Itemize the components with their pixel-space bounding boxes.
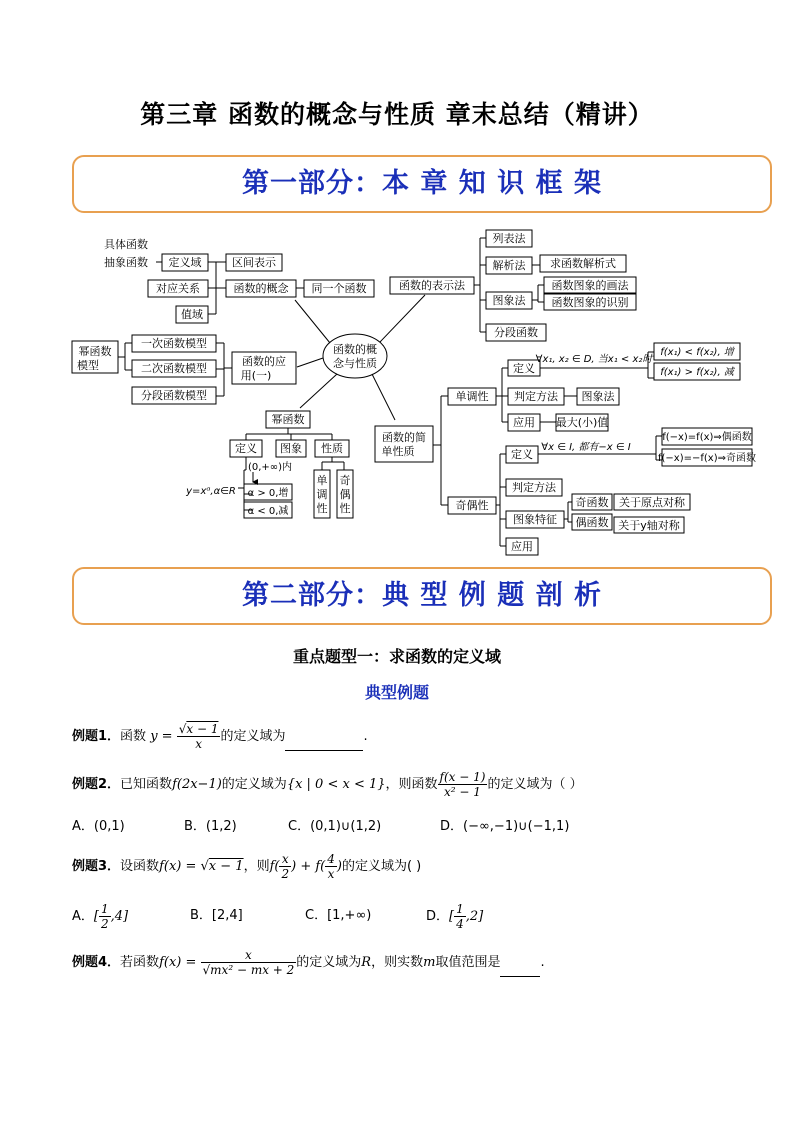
part2-banner: 第二部分：典 型 例 题 剖 析 (72, 567, 772, 625)
example-1-label: 例题1． (72, 729, 121, 744)
max-min-label: 最大(小)值 (555, 416, 609, 429)
ex2-option-d[interactable]: D．(−∞,−1)∪(−1,1) (440, 819, 570, 834)
pf-props-label: 性质 (321, 442, 343, 455)
example-4-fraction: $\frac{x}{\text{√mx² − mx + 2}}$ (202, 948, 295, 977)
ex3-option-a-value: [ (93, 909, 99, 924)
analytic-method: 解析法 (492, 259, 526, 272)
ex3-option-d-value: [ (449, 909, 455, 924)
quad-model-label: 二次函数模型 (141, 362, 207, 375)
pf-inc: α > 0,增 (247, 488, 289, 499)
ex3-option-a-end: ,4] (110, 909, 129, 924)
example-3-plus: ) + f( (291, 859, 326, 874)
parity-even: f(−x)=f(x)⇒偶函数 (662, 432, 752, 443)
example-3-frac2: $\frac{4}{x}$ (327, 852, 335, 881)
example-2-label: 例题2． (72, 777, 121, 792)
page-title: 第三章 函数的概念与性质 章末总结（精讲） (140, 100, 654, 129)
example-2-mid: 的定义域为 (221, 777, 287, 792)
concrete-function: 具体函数 (104, 238, 148, 251)
even-sym-label: 关于y轴对称 (618, 519, 680, 532)
example-3 (72, 852, 421, 881)
example-4-post3: 取值范围是 (435, 955, 501, 970)
link-properties (372, 374, 395, 420)
ex3-option-d-frac: $\frac{1}{4}$ (456, 902, 464, 931)
example-3-f1: f( (269, 859, 280, 874)
graph-method-2: 图象法 (581, 390, 615, 403)
example-2-f: f(2x−1) (172, 777, 222, 792)
example-4-post2: ，则实数 (371, 955, 424, 970)
parity-def-label: 定义 (511, 448, 533, 461)
pf-parity-3: 性 (339, 502, 351, 515)
ex3-option-c[interactable]: C．[1,+∞) (305, 908, 372, 923)
power-model-line2: 模型 (77, 359, 99, 372)
pf-parity-1: 奇 (339, 474, 351, 487)
example-1-fraction: $\frac{√x - 1}{x}$ (178, 722, 219, 751)
pf-mono-3: 性 (316, 502, 328, 515)
concept-label: 函数的概念 (233, 282, 289, 295)
example-3-post: 的定义域为( ) (341, 859, 422, 874)
mono-inc: f(x₁) < f(x₂), 增 (660, 347, 734, 358)
part1-banner: 第一部分：本 章 知 识 框 架 (72, 155, 772, 213)
abstract-function: 抽象函数 (104, 256, 148, 269)
example-4-label: 例题4． (72, 955, 121, 970)
example-2-mid2: ，则函数 (385, 777, 438, 792)
odd-fn-label: 奇函数 (575, 496, 609, 509)
parity-graph-label: 图象特征 (513, 513, 557, 526)
parity-def-formula: ∀x ∈ I, 都有−x ∈ I (541, 442, 631, 453)
link-representation (380, 295, 425, 342)
pf-graph-label: 图象 (280, 442, 302, 455)
pf-parity-2: 偶 (339, 488, 351, 501)
examples-title: 典型例题 (364, 683, 429, 702)
ex3-option-a-frac: $\frac{1}{2}$ (100, 902, 109, 931)
example-1-pre: 函数 (120, 729, 147, 744)
find-expression: 求函数解析式 (550, 257, 616, 270)
example-2-set: {x | 0 < x < 1} (286, 777, 386, 792)
mono-def-label: 定义 (513, 362, 535, 375)
parity-label: 奇偶性 (455, 499, 489, 512)
center-node (323, 334, 387, 378)
application-line1: 函数的应 (242, 355, 286, 368)
graph-method-label: 图象法 (492, 294, 526, 307)
table-method: 列表法 (492, 232, 526, 245)
example-1-end: . (363, 729, 368, 744)
pf-mono-2: 调 (316, 488, 328, 501)
center-line1: 函数的概 (333, 343, 377, 356)
example-1 (72, 722, 368, 751)
monotonicity-label: 单调性 (455, 390, 489, 403)
parity-apply-label: 应用 (511, 540, 533, 553)
mono-method-label: 判定方法 (514, 390, 558, 403)
pf-def-label: 定义 (235, 442, 257, 455)
interval-label: 区间表示 (232, 256, 276, 269)
mono-def-formula: ∀x₁, x₂ ∈ D, 当x₁ < x₂时 (535, 354, 653, 365)
power-model-line1: 幂函数 (78, 345, 112, 358)
domain-label: 定义域 (168, 256, 202, 269)
ex3-option-d-label: D． (426, 909, 450, 924)
example-4-end: . (540, 955, 545, 970)
example-3-frac1: $\frac{x}{2}$ (281, 852, 290, 881)
example-4-pre: 若函数 (120, 955, 160, 970)
link-powerfunction (300, 374, 337, 408)
example-4-post: 的定义域为 (296, 955, 362, 970)
example-4-m: m (423, 955, 436, 970)
ex3-option-d[interactable] (426, 902, 483, 931)
knowledge-mindmap (0, 220, 794, 560)
link-application (297, 358, 323, 367)
simple-props-line2: 单性质 (381, 445, 415, 458)
example-4-blank[interactable] (500, 961, 540, 977)
ex3-option-b[interactable]: B．[2,4] (190, 908, 243, 923)
pf-range: (0,+∞)内 (247, 462, 293, 473)
link-concept (295, 300, 330, 343)
range-label: 值域 (181, 308, 203, 321)
example-1-blank[interactable] (285, 735, 363, 751)
same-function-label: 同一个函数 (311, 282, 367, 295)
simple-props-line1: 函数的简 (382, 431, 426, 444)
center-line2: 念与性质 (333, 357, 377, 370)
example-2-pre: 已知函数 (120, 777, 173, 792)
graph-identify: 函数图象的识别 (551, 296, 629, 309)
example-1-y: y = (150, 729, 177, 744)
pf-dec: α < 0,减 (247, 506, 289, 517)
ex2-option-a[interactable]: A．(0,1) (72, 819, 125, 834)
mono-dec: f(x₁) > f(x₂), 减 (660, 367, 734, 378)
example-3-mid: ，则 (243, 859, 270, 874)
example-4-f: f(x) = (159, 955, 201, 970)
piecewise-label: 分段函数 (494, 326, 538, 339)
example-3-f: f(x) = √x − 1 (159, 859, 244, 874)
example-4 (72, 948, 545, 977)
parity-odd: f(−x)=−f(x)⇒奇函数 (658, 453, 756, 464)
linear-model-label: 一次函数模型 (141, 337, 207, 350)
section-title: 重点题型一：求函数的定义域 (292, 647, 501, 666)
ex3-option-a[interactable] (72, 902, 128, 931)
ex3-option-a-label: A． (72, 909, 94, 924)
odd-sym-label: 关于原点对称 (619, 496, 685, 509)
ex3-option-d-end: ,2] (465, 909, 484, 924)
correspondence-label: 对应关系 (156, 282, 200, 295)
pf-def-formula: y=xᵅ,α∈R (186, 486, 236, 497)
ex2-option-c[interactable]: C．(0,1)∪(1,2) (288, 819, 382, 834)
example-3-label: 例题3． (72, 859, 121, 874)
even-fn-label: 偶函数 (575, 516, 609, 529)
example-3-pre: 设函数 (120, 859, 160, 874)
application-line2: 用(一) (240, 369, 272, 382)
mono-apply-label: 应用 (513, 416, 535, 429)
example-1-post: 的定义域为 (220, 729, 286, 744)
example-2 (72, 770, 583, 799)
parity-method-label: 判定方法 (512, 481, 556, 494)
power-function-label: 幂函数 (271, 413, 305, 426)
graph-draw: 函数图象的画法 (551, 279, 629, 292)
ex2-option-b[interactable]: B．(1,2) (184, 819, 237, 834)
example-2-post: 的定义域为（ ） (487, 777, 583, 792)
piecewise-model-label: 分段函数模型 (141, 389, 207, 402)
example-3-close: ) (336, 859, 342, 874)
representation-label: 函数的表示法 (399, 279, 465, 292)
pf-mono-1: 单 (316, 474, 328, 487)
example-4-R: R (361, 955, 372, 970)
example-2-fraction: $\frac{f(x - 1)}{\text{x² − 1}}$ (439, 770, 486, 799)
